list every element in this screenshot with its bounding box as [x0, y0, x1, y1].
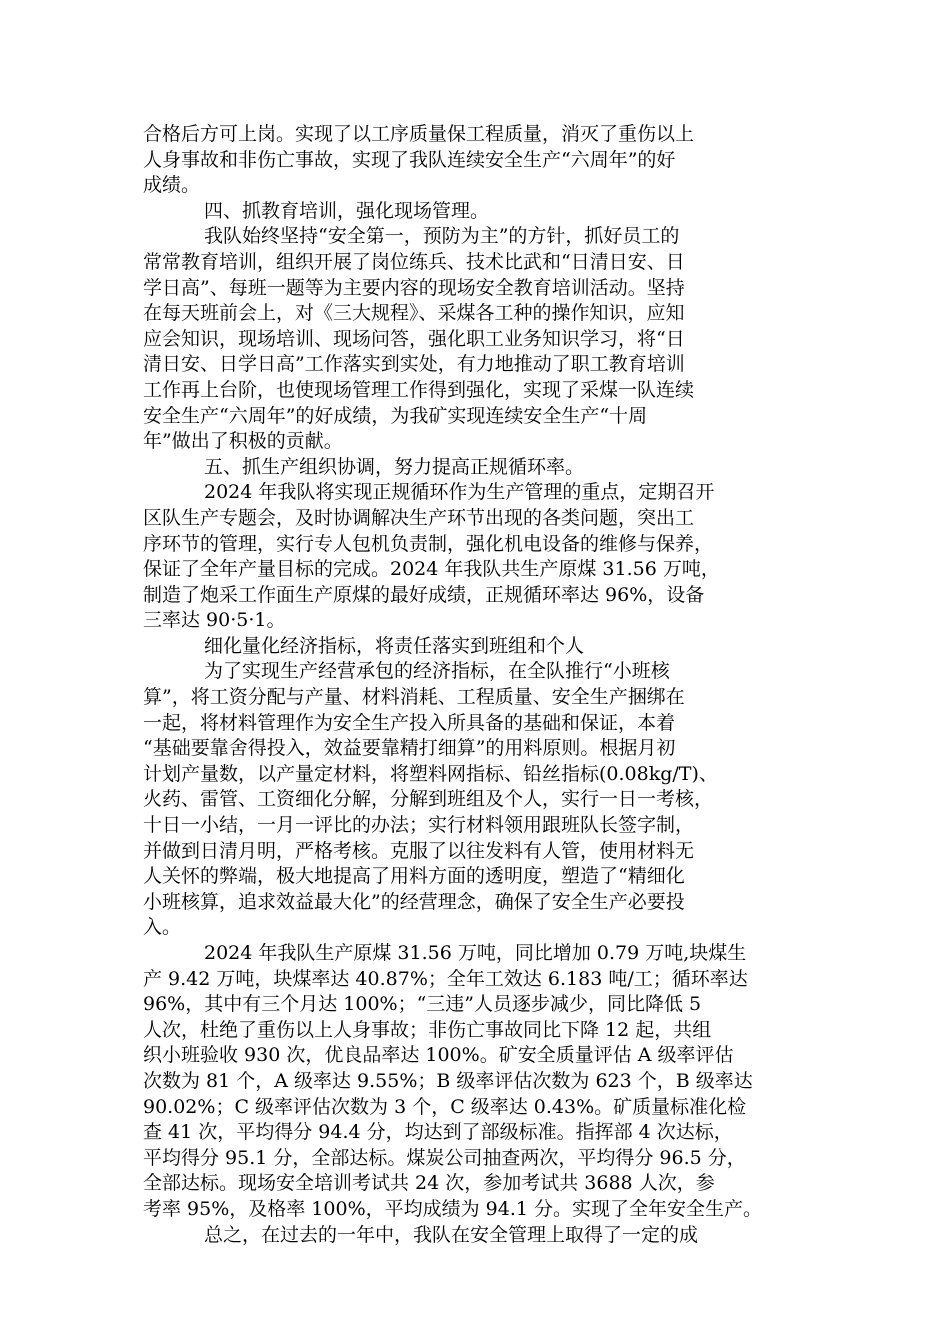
text-line: 我队始终坚持“安全第一，预防为主”的方针，抓好员工的	[204, 225, 680, 248]
text-line: 十日一小结，一月一评比的办法；实行材料领用跟班队长签字制，	[143, 814, 695, 837]
text-line: 清日安、日学日高”工作落实到实处，有力地推动了职工教育培训	[143, 353, 685, 376]
text-line: 序环节的管理，实行专人包机负责制，强化机电设备的维修与保养，	[143, 532, 714, 555]
text-line: 计划产量数，以产量定材料，将塑料网指标、铅丝指标(0.08kg/T)、	[143, 762, 718, 785]
text-line: 人身事故和非伤亡事故，实现了我队连续安全生产“六周年”的好	[143, 148, 676, 171]
text-line: 一起，将材料管理作为安全生产投入所具备的基础和保证，本着	[143, 711, 676, 734]
text-line: 2024 年我队生产原煤 31.56 万吨，同比增加 0.79 万吨,块煤生	[204, 942, 747, 964]
text-line: 四、抓教育培训，强化现场管理。	[204, 199, 490, 222]
document-body	[143, 122, 803, 1248]
text-line: 成绩。	[143, 174, 201, 197]
text-line: 总之，在过去的一年中，我队在安全管理上取得了一定的成	[204, 1223, 699, 1246]
text-line: 制造了炮采工作面生产原煤的最好成绩，正规循环率达 96%，设备	[143, 583, 705, 606]
text-line: 2024 年我队将实现正规循环作为生产管理的重点，定期召开	[204, 481, 715, 504]
text-line: 入。	[143, 916, 182, 939]
text-line: 织小班验收 930 次，优良品率达 100%。矿安全质量评估 A 级率评估	[143, 1044, 734, 1067]
text-line: 产 9.42 万吨，块煤率达 40.87%；全年工效达 6.183 吨/工；循环率达	[143, 967, 748, 990]
text-line: 细化量化经济指标，将责任落实到班组和个人	[204, 634, 585, 657]
text-line: 安全生产“六周年”的好成绩，为我矿实现连续安全生产“十周	[143, 404, 648, 427]
text-line: 火药、雷管、工资细化分解，分解到班组及个人，实行一日一考核，	[143, 788, 714, 811]
text-line: 算”，将工资分配与产量、材料消耗、工程质量、安全生产捆绑在	[143, 686, 685, 709]
text-line: 学日高”、每班一题等为主要内容的现场安全教育培训活动。坚持	[143, 276, 685, 299]
text-line: 考率 95%，及格率 100%，平均成绩为 94.1 分。实现了全年安全生产。	[143, 1197, 763, 1220]
text-line: 90.02%；C 级率评估次数为 3 个，C 级率达 0.43%。矿质量标准化检	[143, 1095, 747, 1118]
text-line: 平均得分 95.1 分，全部达标。煤炭公司抽查两次，平均得分 96.5 分，	[143, 1146, 746, 1169]
text-line: 区队生产专题会，及时协调解决生产环节出现的各类问题，突出工	[143, 506, 695, 529]
text-line: 工作再上台阶，也使现场管理工作得到强化，实现了采煤一队连续	[143, 378, 695, 401]
text-line: 应会知识，现场培训、现场问答，强化职工业务知识学习，将“日	[143, 327, 685, 350]
text-line: 查 41 次，平均得分 94.4 分，均达到了部级标准。指挥部 4 次达标，	[143, 1121, 733, 1144]
text-line: 为了实现生产经营承包的经济指标，在全队推行“小班核	[204, 660, 670, 683]
text-line: 次数为 81 个，A 级率达 9.55%；B 级率评估次数为 623 个，B 级率达	[143, 1069, 753, 1092]
text-line: 人次，杜绝了重伤以上人身事故；非伤亡事故同比下降 12 起，共组	[143, 1018, 712, 1041]
text-line: 在每天班前会上，对《三大规程》、采煤各工种的操作知识，应知	[143, 302, 685, 325]
text-line: 并做到日清月明，严格考核。克服了以往发料有人管，使用材料无	[143, 839, 695, 862]
text-line: 五、抓生产组织协调，努力提高正规循环率。	[204, 455, 585, 478]
text-line: 人关怀的弊端，极大地提高了用料方面的透明度，塑造了“精细化	[143, 865, 685, 888]
text-line: “基础要靠舍得投入，效益要靠精打细算”的用料原则。根据月初	[143, 737, 676, 760]
text-line: 保证了全年产量目标的完成。2024 年我队共生产原煤 31.56 万吨，	[143, 558, 720, 581]
text-line: 年”做出了积极的贡献。	[143, 430, 343, 453]
text-line: 全部达标。现场安全培训考试共 24 次，参加考试共 3688 人次，参	[143, 1172, 715, 1195]
text-line: 96%，其中有三个月达 100%；“三违”人员逐步减少，同比降低 5	[143, 993, 702, 1016]
text-line: 小班核算，追求效益最大化”的经营理念，确保了安全生产必要投	[143, 890, 685, 913]
text-line: 合格后方可上岗。实现了以工序质量保工程质量，消灭了重伤以上	[143, 123, 695, 145]
text-line: 常常教育培训，组织开展了岗位练兵、技术比武和“日清日安、日	[143, 250, 685, 273]
text-line: 三率达 90·5·1。	[143, 609, 286, 632]
